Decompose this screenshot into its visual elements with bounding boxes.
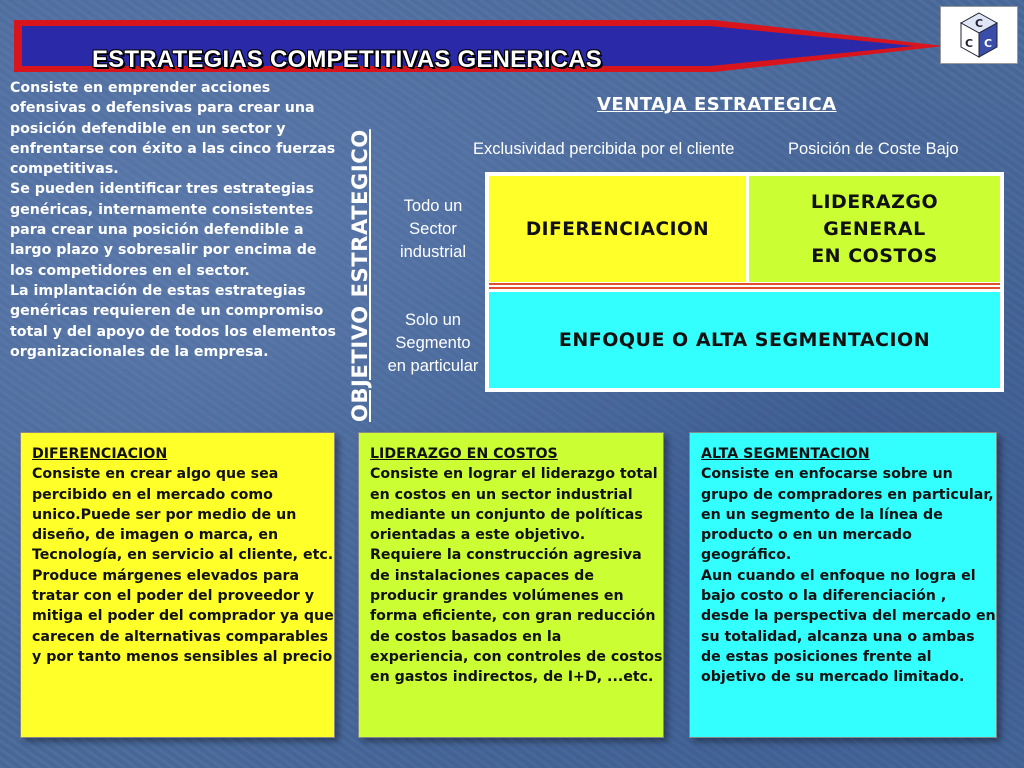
page-title: ESTRATEGIAS COMPETITIVAS GENERICAS bbox=[92, 46, 602, 73]
matrix-cell-diferenciacion: DIFERENCIACION bbox=[489, 176, 746, 282]
card-title: LIDERAZGO EN COSTOS bbox=[370, 446, 558, 462]
card-alta-segmentacion bbox=[689, 432, 997, 738]
vertical-axis-title bbox=[348, 106, 378, 422]
matrix-divider bbox=[489, 287, 1000, 289]
row-heading-line: Sector bbox=[409, 220, 457, 238]
ventaja-estrategica-heading: VENTAJA ESTRATEGICA bbox=[597, 94, 837, 115]
column-heading-coste-bajo: Posición de Coste Bajo bbox=[788, 140, 959, 158]
intro-paragraph: Se pueden identificar tres estrategias genéricas, internamente consistentes para crear una posición defendible a largo plazo y sobresalir por encima de los competidores en el sector. bbox=[10, 181, 317, 279]
logo-letter-top: C bbox=[975, 17, 984, 30]
matrix-cell-liderazgo bbox=[749, 176, 1000, 282]
card-liderazgo-costos bbox=[358, 432, 664, 738]
card-paragraph: Produce márgenes elevados para tratar con el poder del proveedor y mitiga el poder del comprador ya que carecen de alternativas comparables y por tanto menos sensibles al precio bbox=[32, 567, 334, 665]
intro-paragraph: La implantación de estas estrategias genéricas requieren de un compromiso total y del apoyo de todos los elementos organizacionales de la empresa. bbox=[10, 282, 336, 360]
row-heading-todo-sector bbox=[383, 195, 483, 264]
matrix-divider bbox=[489, 283, 1000, 285]
logo-letter-left: C bbox=[965, 37, 974, 50]
column-heading-exclusividad: Exclusividad percibida por el cliente bbox=[473, 140, 735, 158]
matrix-cell-enfoque: ENFOQUE O ALTA SEGMENTACION bbox=[489, 292, 1000, 388]
row-heading-line: Todo un bbox=[403, 197, 463, 215]
card-paragraph: Consiste en lograr el liderazgo total en costos en un sector industrial mediante un conjunto de políticas orientadas a este objetivo. bbox=[370, 466, 658, 544]
logo bbox=[940, 6, 1018, 64]
strategy-matrix bbox=[485, 172, 1004, 392]
card-paragraph: Consiste en enfocarse sobre un grupo de compradores en particular, en un segmento de la línea de producto o en un mercado geográfico. bbox=[701, 466, 994, 564]
card-title: DIFERENCIACION bbox=[32, 446, 168, 462]
card-diferenciacion bbox=[20, 432, 335, 738]
row-heading-line: en particular bbox=[387, 357, 479, 375]
matrix-cell-line: EN COSTOS bbox=[811, 244, 938, 267]
row-heading-line: Solo un bbox=[405, 311, 461, 329]
card-paragraph: Consiste en crear algo que sea percibido en el mercado como unico.Puede ser por medio de un diseño, de imagen o marca, en Tecnología, en servicio al cliente, etc. bbox=[32, 466, 334, 564]
row-heading-line: Segmento bbox=[395, 334, 471, 352]
title-banner bbox=[14, 16, 954, 76]
matrix-cell-line: GENERAL bbox=[823, 217, 926, 240]
intro-text bbox=[10, 78, 340, 362]
card-title: ALTA SEGMENTACION bbox=[701, 446, 870, 462]
cube-logo-icon bbox=[959, 11, 999, 59]
matrix-cell-line: LIDERAZGO bbox=[810, 190, 939, 213]
intro-paragraph: Consiste en emprender acciones ofensivas o defensivas para crear una posición defendible en un sector y enfrentarse con éxito a las cinco fuerzas competitivas. bbox=[10, 80, 336, 178]
objetivo-estrategico-label: OBJETIVO ESTRATEGICO bbox=[348, 129, 372, 422]
row-heading-line: industrial bbox=[399, 243, 467, 261]
card-paragraph: Aun cuando el enfoque no logra el bajo costo o la diferenciación , desde la perspectiva del mercado en su totalidad, alcanza una o ambas de estas posiciones frente al objetivo de su mercado limitado. bbox=[701, 567, 996, 686]
row-heading-solo-segmento bbox=[383, 309, 483, 378]
card-paragraph: Requiere la construcción agresiva de instalaciones capaces de producir grandes volúmenes en forma eficiente, con gran reducción de costos basados en la experiencia, con controles de costos en gastos indirectos, de I+D, ...etc. bbox=[370, 547, 663, 686]
logo-letter-right: C bbox=[984, 37, 993, 50]
